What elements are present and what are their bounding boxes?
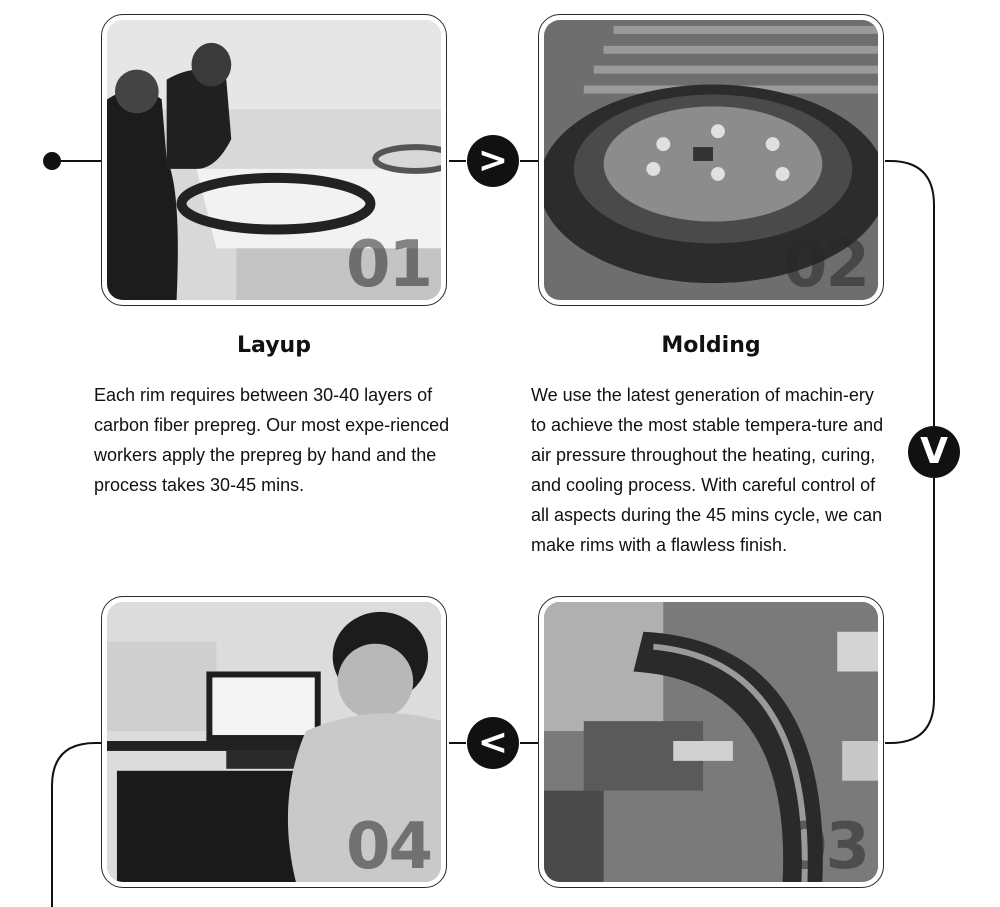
step-02-description: We use the latest generation of machin-ery to achieve the most stable tempera-ture and air pressure throughout the heating, curing, and cooling process. With careful control of all aspects during the 45 mins cycle, we can make rims with a flawless finish. [531,385,884,555]
next-arrow-right-icon: > [467,135,519,187]
next-arrow-left-icon: < [467,717,519,769]
molding-photo [544,20,878,300]
step-01-title: Layup [237,333,311,358]
step-03-card [538,596,884,888]
step-02-card [538,14,884,306]
step-number: 04 [345,810,431,882]
layup-photo [107,20,441,300]
step-01-description: Each rim requires between 30-40 layers of carbon fiber prepreg. Our most expe-rienced workers apply the prepreg by hand and the process takes 30-45 mins. [94,385,450,495]
finishing-photo [544,602,878,882]
step-number: 01 [345,228,431,300]
step-01-card [101,14,447,306]
step-04-card [101,596,447,888]
step-number: 03 [782,810,868,882]
step-number: 02 [782,228,868,300]
next-arrow-down-icon: V [908,426,960,478]
step-02-title: Molding [661,333,761,358]
start-dot [43,152,61,170]
inspection-photo [107,602,441,882]
